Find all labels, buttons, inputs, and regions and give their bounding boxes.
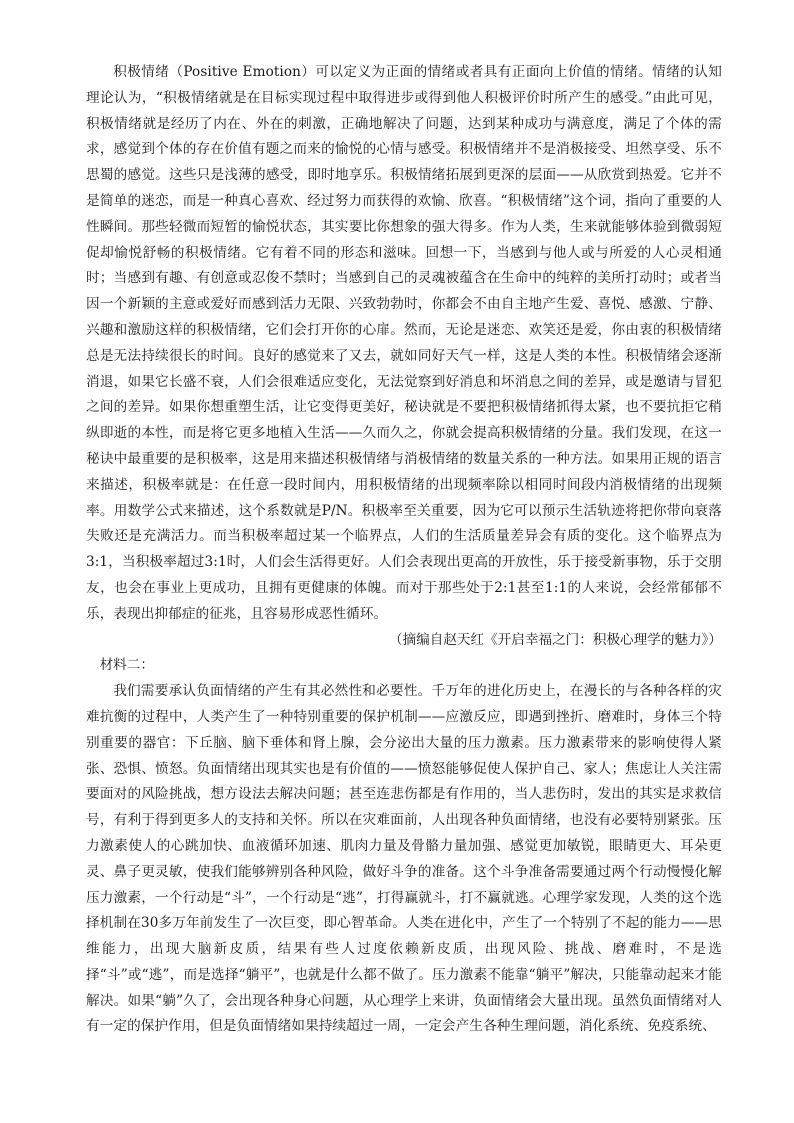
material-one-source: （摘编自赵天红《开启幸福之门：积极心理学的魅力》） <box>388 631 722 648</box>
document-page <box>86 60 722 1040</box>
material-two-paragraph: 我们需要承认负面情绪的产生有其必然性和必要性。千万年的进化历史上，在漫长的与各种各样的灾难抗衡的过程中，人类产生了一种特别重要的保护机制——应激反应，即遇到挫折、磨难时，身体三个特别重要的器官：下丘脑、脑下垂体和肾上腺，会分泌出大量的压力激素。压力激素带来的影响使得人紧张、恐惧、愤怒。负面情绪出现其实也是有价值的——愤怒能够促使人保护自己、家人；焦虑让人关注需要面对的风险挑战，想方设法去解决问题；甚至连悲伤都是有作用的，当人悲伤时，发出的其实是求救信号，有利于得到更多人的支持和关怀。所以在灾难面前，人出现各种负面情绪，也没有必要特别紧张。压力激素使人的心跳加快、血液循环加速、肌肉力量及骨骼力量加强、感觉更加敏锐，眼睛更大、耳朵更灵、鼻子更灵敏，使我们能够辨别各种风险，做好斗争的准备。这个斗争准备需要通过两个行动慢慢化解压力激素，一个行动是“斗”，一个行动是“逃”，打得赢就斗，打不赢就逃。心理学家发现，人类的这个选择机制在30多万年前发生了一次巨变，即心智革命。人类在进化中，产生了一个特别了不起的能力——思维能力，出现大脑新皮质，结果有些人过度依赖新皮质，出现风险、挑战、磨难时，不是选择“斗”或“逃”，而是选择“躺平”，也就是什么都不做了。压力激素不能靠“躺平”解决，只能靠动起来才能解决。如果“躺”久了，会出现各种身心问题，从心理学上来讲，负面情绪会大量出现。虽然负面情绪对人有一定的保护作用，但是负面情绪如果持续超过一周，一定会产生各种生理问题，消化系统、免疫系统、 <box>86 683 722 1035</box>
material-two-heading: 材料二： <box>99 657 154 674</box>
material-one-paragraph: 积极情绪（Positive Emotion）可以定义为正面的情绪或者具有正面向上价值的情绪。情绪的认知理论认为，“积极情绪就是在目标实现过程中取得进步或得到他人积极评价时所产生的感受。”由此可见，积极情绪就是经历了内在、外在的刺激，正确地解决了问题，达到某种成功与满意度，满足了个体的需求，感觉到个体的存在价值有题之而来的愉悦的心情与感受。积极情绪并不是消极接受、坦然享受、乐不思蜀的感觉。这些只是浅薄的感受，即时地享乐。积极情绪拓展到更深的层面——从欣赏到热爱。它并不是简单的迷恋，而是一种真心喜欢、经过努力而获得的欢愉、欣喜。“积极情绪”这个词，指向了重要的人性瞬间。那些轻微而短暂的愉悦状态，其实要比你想象的强大得多。作为人类，生来就能够体验到微弱短促却愉悦舒畅的积极情绪。它有着不同的形态和滋味。回想一下，当感到与他人或与所爱的人心灵相通时；当感到有趣、有创意或忍俊不禁时；当感到自己的灵魂被蕴含在生命中的纯粹的美所打动时；或者当因一个新颖的主意或爱好而感到活力无限、兴致勃勃时，你都会不由自主地产生爱、喜悦、感激、宁静、兴趣和激励这样的积极情绪，它们会打开你的心扉。然而，无论是迷恋、欢笑还是爱，你由衷的积极情绪总是无法持续很长的时间。良好的感觉来了又去，就如同好天气一样，这是人类的本性。积极情绪会逐渐消退，如果它长盛不衰，人们会很难适应变化，无法觉察到好消息和坏消息之间的差异，或是邀请与冒犯之间的差异。如果你想重塑生活，让它变得更美好，秘诀就是不要把积极情绪抓得太紧，也不要抗拒它稍纵即逝的本性，而是将它更多地植入生活——久而久之，你就会提高积极情绪的分量。我们发现，在这一秘诀中最重要的是积极率，这是用来描述积极情绪与消极情绪的数量关系的一种方法。如果用正规的语言来描述，积极率就是：在任意一段时间内，用积极情绪的出现频率除以相同时间段内消极情绪的出现频率。用数学公式来描述，这个系数就是P/N。积极率至关重要，因为它可以预示生活轨迹将把你带向衰落失败还是充满活力。而当积极率超过某一个临界点，人们的生活质量差异会有质的变化。这个临界点为3:1，当积极率超过3:1时，人们会生活得更好。人们会表现出更高的开放性，乐于接受新事物，乐于交朋友，也会在事业上更成功，且拥有更健康的体魄。而对于那些处于2:1甚至1:1的人来说，会经常郁郁不乐，表现出抑郁症的征兆，且容易形成恶性循环。 <box>86 64 722 622</box>
